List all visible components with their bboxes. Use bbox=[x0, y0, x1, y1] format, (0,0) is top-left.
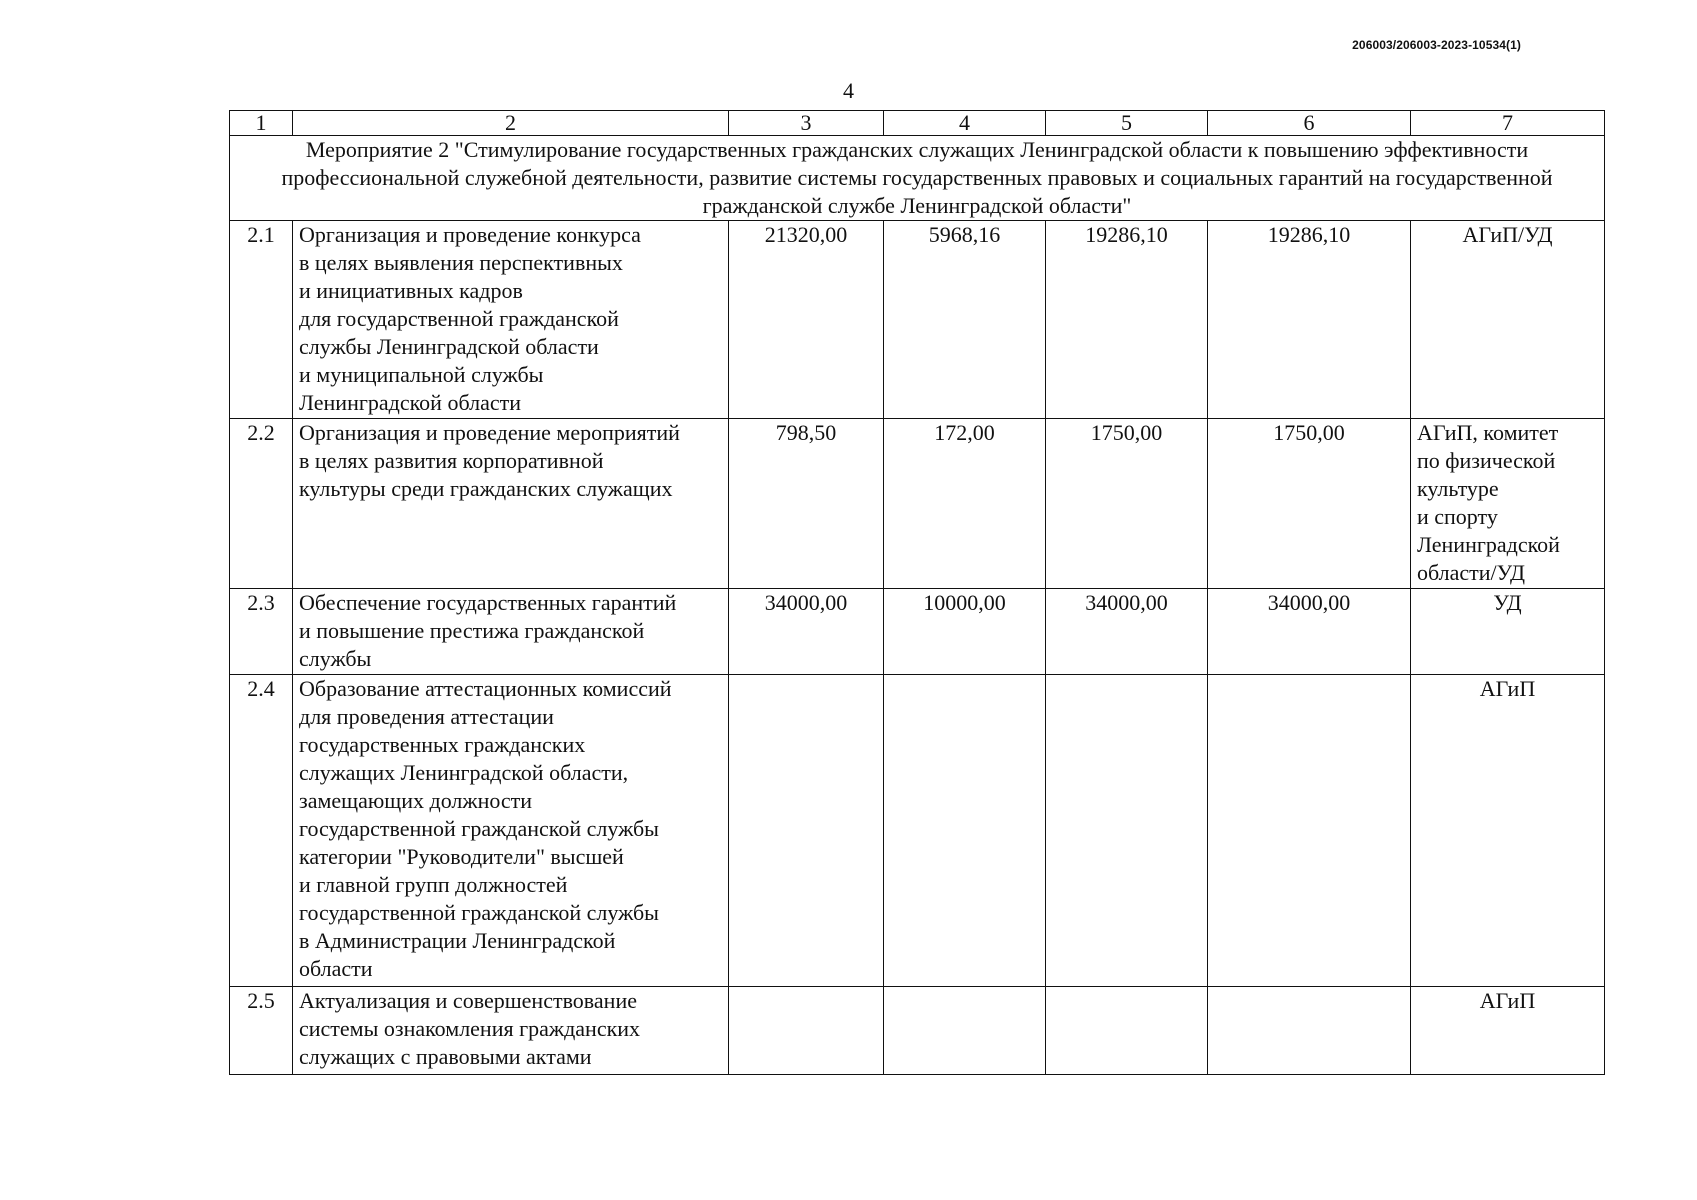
table-row bbox=[230, 589, 1605, 675]
value-col5: 1750,00 bbox=[1046, 419, 1208, 589]
table-row bbox=[230, 675, 1605, 987]
value-col3: 798,50 bbox=[729, 419, 884, 589]
description-line: Организация и проведение конкурса bbox=[299, 222, 641, 247]
executor-line: АГиП bbox=[1479, 676, 1536, 701]
executor-line: и спорту bbox=[1417, 504, 1498, 529]
description-line: и главной групп должностей bbox=[299, 872, 568, 897]
description-line: культуры среди гражданских служащих bbox=[299, 476, 673, 501]
executor bbox=[1411, 675, 1605, 987]
executor-line: по физической bbox=[1417, 448, 1556, 473]
description-line: Обеспечение государственных гарантий bbox=[299, 590, 677, 615]
executor-line: АГиП, комитет bbox=[1417, 420, 1559, 445]
description-line: в Администрации Ленинградской bbox=[299, 928, 616, 953]
row-description bbox=[293, 987, 729, 1075]
executor-line: АГиП/УД bbox=[1462, 222, 1553, 247]
executor-line: АГиП bbox=[1479, 988, 1536, 1013]
description-line: системы ознакомления гражданских bbox=[299, 1016, 641, 1041]
value-col6 bbox=[1208, 675, 1411, 987]
executor-line: культуре bbox=[1417, 476, 1499, 501]
description-line: Актуализация и совершенствование bbox=[299, 988, 637, 1013]
column-header-4: 4 bbox=[884, 111, 1046, 136]
column-number-row bbox=[230, 111, 1605, 136]
value-col6 bbox=[1208, 987, 1411, 1075]
description-line: служащих Ленинградской области, bbox=[299, 760, 629, 785]
row-description bbox=[293, 221, 729, 419]
description-line: Образование аттестационных комиссий bbox=[299, 676, 672, 701]
description-line: для проведения аттестации bbox=[299, 704, 554, 729]
row-description bbox=[293, 589, 729, 675]
page-number: 4 bbox=[843, 78, 854, 103]
column-header-6: 6 bbox=[1208, 111, 1411, 136]
program-table bbox=[229, 110, 1605, 1075]
description-line: области bbox=[299, 956, 373, 981]
executor bbox=[1411, 589, 1605, 675]
description-line: категории "Руководители" высшей bbox=[299, 844, 624, 869]
value-col6: 19286,10 bbox=[1208, 221, 1411, 419]
row-number: 2.2 bbox=[230, 419, 293, 589]
column-header-7: 7 bbox=[1411, 111, 1605, 136]
description-line: замещающих должности bbox=[299, 788, 533, 813]
executor bbox=[1411, 987, 1605, 1075]
row-description bbox=[293, 419, 729, 589]
description-line: и повышение престижа гражданской bbox=[299, 618, 645, 643]
table-row bbox=[230, 221, 1605, 419]
value-col4 bbox=[884, 675, 1046, 987]
value-col5: 19286,10 bbox=[1046, 221, 1208, 419]
value-col5 bbox=[1046, 987, 1208, 1075]
description-line: служащих с правовыми актами bbox=[299, 1044, 592, 1069]
column-header-5: 5 bbox=[1046, 111, 1208, 136]
description-line: Ленинградской области bbox=[299, 390, 521, 415]
value-col6: 1750,00 bbox=[1208, 419, 1411, 589]
value-col4: 10000,00 bbox=[884, 589, 1046, 675]
table-row bbox=[230, 419, 1605, 589]
description-line: для государственной гражданской bbox=[299, 306, 619, 331]
value-col6: 34000,00 bbox=[1208, 589, 1411, 675]
value-col3: 21320,00 bbox=[729, 221, 884, 419]
value-col4: 172,00 bbox=[884, 419, 1046, 589]
value-col3 bbox=[729, 987, 884, 1075]
event-title: Мероприятие 2 "Стимулирование государственных гражданских служащих Ленинградской области к повышению эффективности профессиональной служебной деятельности, развитие системы государственных правовых и социальных гарантий на государственной гражданской службе Ленинградской области" bbox=[230, 136, 1605, 221]
row-number: 2.4 bbox=[230, 675, 293, 987]
row-number: 2.1 bbox=[230, 221, 293, 419]
value-col3 bbox=[729, 675, 884, 987]
description-line: в целях выявления перспективных bbox=[299, 250, 623, 275]
column-header-2: 2 bbox=[293, 111, 729, 136]
description-line: и инициативных кадров bbox=[299, 278, 523, 303]
document-id: 206003/206003-2023-10534(1) bbox=[1352, 38, 1521, 52]
description-line: Организация и проведение мероприятий bbox=[299, 420, 680, 445]
value-col5: 34000,00 bbox=[1046, 589, 1208, 675]
executor-line: Ленинградской bbox=[1417, 532, 1560, 557]
value-col5 bbox=[1046, 675, 1208, 987]
description-line: в целях развития корпоративной bbox=[299, 448, 604, 473]
executor-line: области/УД bbox=[1417, 560, 1526, 585]
value-col4: 5968,16 bbox=[884, 221, 1046, 419]
description-line: государственных гражданских bbox=[299, 732, 586, 757]
executor bbox=[1411, 419, 1605, 589]
description-line: государственной гражданской службы bbox=[299, 816, 659, 841]
column-header-1: 1 bbox=[230, 111, 293, 136]
row-description bbox=[293, 675, 729, 987]
row-number: 2.3 bbox=[230, 589, 293, 675]
executor-line: УД bbox=[1493, 590, 1522, 615]
event-title-row bbox=[230, 136, 1605, 221]
description-line: службы bbox=[299, 646, 372, 671]
value-col3: 34000,00 bbox=[729, 589, 884, 675]
table-row bbox=[230, 987, 1605, 1075]
column-header-3: 3 bbox=[729, 111, 884, 136]
description-line: государственной гражданской службы bbox=[299, 900, 659, 925]
description-line: службы Ленинградской области bbox=[299, 334, 599, 359]
description-line: и муниципальной службы bbox=[299, 362, 544, 387]
row-number: 2.5 bbox=[230, 987, 293, 1075]
executor bbox=[1411, 221, 1605, 419]
value-col4 bbox=[884, 987, 1046, 1075]
